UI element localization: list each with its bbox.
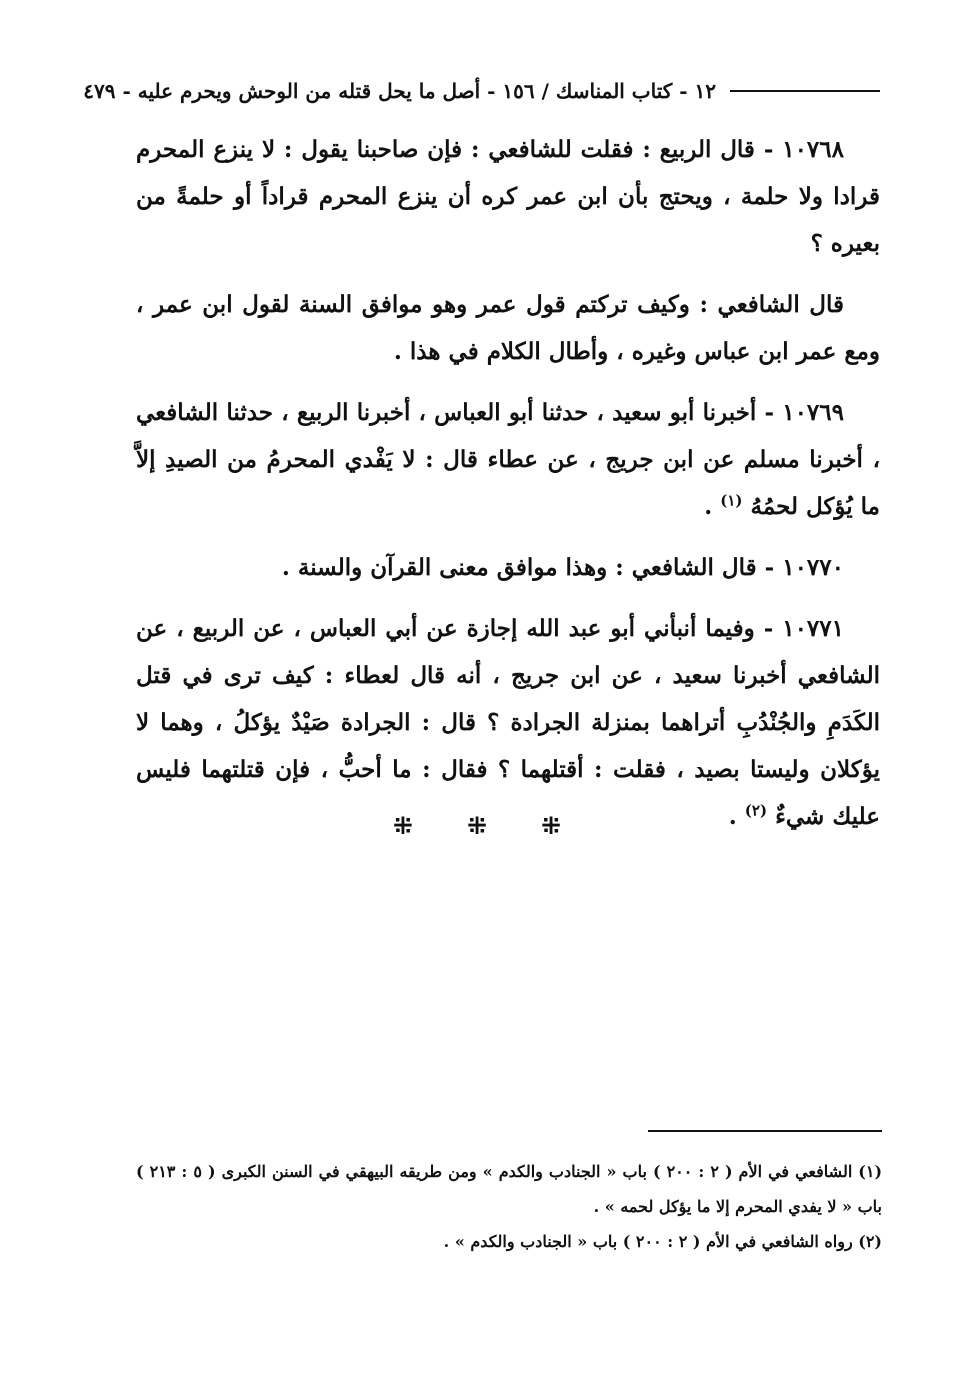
paragraph-text: أخبرنا أبو سعيد ، حدثنا أبو العباس ، أخبرنا الربيع ، حدثنا الشافعي ، أخبرنا مسلم عن ابن جريج ، عن عطاء قال : لا يَفْدي المحرمُ من الصيدِ إلاَّ ما يُؤكل لحمُهُ — [136, 399, 880, 520]
main-text — [136, 126, 880, 854]
footnote-mark: (٢) — [744, 801, 768, 820]
running-head-text: ١٢ - كتاب المناسك / ١٥٦ - أصل ما يحل قتله من الوحش ويحرم عليه - ٤٧٩ — [83, 79, 716, 103]
paragraph-end: . — [704, 493, 713, 520]
paragraph-text: وفيما أنبأني أبو عبد الله إجازة عن أبي العباس ، عن الربيع ، عن الشافعي أخبرنا سعيد ، عن ابن جريج ، أنه قال لعطاء : كيف ترى في قتل الكَدَمِ والجُنْدُبِ أتراهما بمنزلة الجرادة ؟ قال : الجرادة صَيْدٌ يؤكلُ ، وهما لا يؤكلان وليستا بصيد ، فقلت : أقتلهما ؟ فقال : ما أحبُّ ، فإن قتلتهما فليس عليك شيءٌ — [136, 615, 880, 830]
paragraph-10770 — [136, 544, 880, 591]
paragraph-text: قال الشافعي : وهذا موافق معنى القرآن والسنة . — [281, 554, 757, 581]
hadith-number: ١٠٧٧١ - — [763, 615, 844, 642]
hadith-number: ١٠٧٧٠ - — [764, 554, 844, 581]
footnote-1: (١) الشافعي في الأم ( ٢ : ٢٠٠ ) باب « الجنادب والكدم » ومن طريقه البيهقي في السنن الكبرى ( ٥ : ٢١٣ ) باب « لا يفدي المحرم إلا ما يؤكل لحمه » . — [136, 1162, 883, 1216]
paragraph-10768 — [136, 126, 880, 267]
paragraph-text: قال الشافعي : وكيف تركتم قول عمر وهو موافق السنة لقول ابن عمر ، ومع عمر ابن عباس وغيره ، وأطال الكلام في هذا . — [136, 291, 880, 365]
paragraph-shafii-reply — [136, 281, 880, 375]
footnote-mark: (١) — [720, 491, 743, 510]
paragraph-10771 — [136, 605, 880, 840]
paragraph-text: قال الربيع : فقلت للشافعي : فإن صاحبنا يقول : لا ينزع المحرم قرادا ولا حلمة ، ويحتج بأن ابن عمر كره أن ينزع المحرم قراداً أو حلمةً من بعيره ؟ — [136, 136, 880, 257]
running-head — [83, 74, 880, 108]
paragraph-10769 — [136, 389, 880, 530]
footnotes — [136, 1154, 882, 1259]
asterism-icon: ⁜ — [466, 812, 488, 840]
section-divider-ornament — [0, 812, 954, 852]
asterism-icon: ⁜ — [541, 812, 562, 840]
asterism-icon: ⁜ — [392, 812, 413, 840]
footnote-2: (٢) رواه الشافعي في الأم ( ٢ : ٢٠٠ ) باب « الجنادب والكدم » . — [443, 1232, 882, 1251]
hadith-number: ١٠٧٦٩ - — [764, 399, 844, 426]
running-head-rule — [730, 90, 880, 92]
hadith-number: ١٠٧٦٨ - — [763, 136, 844, 163]
footnote-separator — [648, 1130, 882, 1132]
paragraph-end: . — [728, 803, 737, 830]
